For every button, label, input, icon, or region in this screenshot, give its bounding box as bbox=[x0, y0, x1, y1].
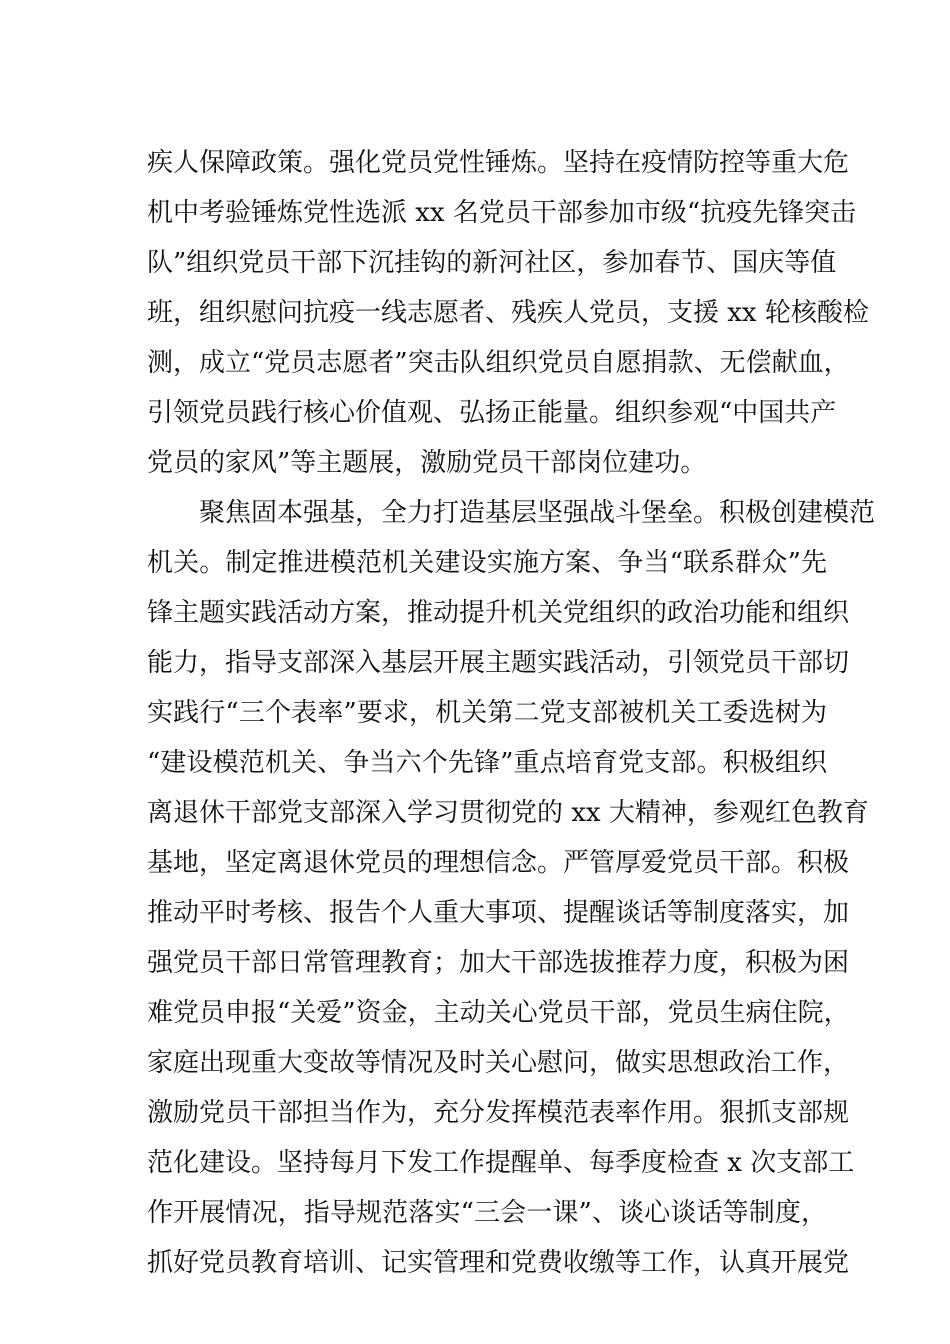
text-line: 党员的家风”等主题展，激励党员干部岗位建功。 bbox=[147, 448, 707, 478]
text-line: 范化建设。坚持每月下发工作提醒单、每季度检查 x 次支部工 bbox=[147, 1148, 855, 1178]
text-line: 基地，坚定离退休党员的理想信念。严管厚爱党员干部。积极 bbox=[147, 848, 850, 878]
paragraph-first-line: 聚焦固本强基，全力打造基层坚强战斗堡垒。积极创建模范 bbox=[199, 498, 876, 528]
text-line: 推动平时考核、报告个人重大事项、提醒谈话等制度落实，加 bbox=[147, 898, 850, 928]
text-line: 家庭出现重大变故等情况及时关心慰问，做实思想政治工作， bbox=[147, 1048, 850, 1078]
text-line: 离退休干部党支部深入学习贯彻党的 xx 大精神，参观红色教育 bbox=[147, 798, 869, 828]
text-line: 机中考验锤炼党性选派 xx 名党员干部参加市级“抗疫先锋突击 bbox=[147, 198, 857, 228]
text-line: 强党员干部日常管理教育；加大干部选拔推荐力度，积极为困 bbox=[147, 948, 850, 978]
text-line: 测，成立“党员志愿者”突击队组织党员自愿捐款、无偿献血， bbox=[147, 348, 850, 378]
text-line: 引领党员践行核心价值观、弘扬正能量。组织参观“中国共产 bbox=[147, 398, 837, 428]
text-line: “建设模范机关、争当六个先锋”重点培育党支部。积极组织 bbox=[147, 748, 827, 778]
text-line: 班，组织慰问抗疫一线志愿者、残疾人党员，支援 xx 轮核酸检 bbox=[147, 298, 869, 328]
text-line: 队”组织党员干部下沉挂钩的新河社区，参加春节、国庆等值 bbox=[147, 248, 837, 278]
text-line: 难党员申报“关爱”资金，主动关心党员干部，党员生病住院， bbox=[147, 998, 850, 1028]
text-line: 机关。制定推进模范机关建设实施方案、争当“联系群众”先 bbox=[147, 548, 827, 578]
text-line: 激励党员干部担当作为，充分发挥模范表率作用。狠抓支部规 bbox=[147, 1098, 850, 1128]
text-line: 抓好党员教育培训、记实管理和党费收缴等工作，认真开展党 bbox=[147, 1248, 850, 1278]
text-line: 锋主题实践活动方案，推动提升机关党组织的政治功能和组织 bbox=[147, 598, 850, 628]
text-line: 疾人保障政策。强化党员党性锤炼。坚持在疫情防控等重大危 bbox=[147, 148, 850, 178]
text-line: 实践行“三个表率”要求，机关第二党支部被机关工委选树为 bbox=[147, 698, 827, 728]
text-line: 能力，指导支部深入基层开展主题实践活动，引领党员干部切 bbox=[147, 648, 850, 678]
text-line: 作开展情况，指导规范落实“三会一课”、谈心谈话等制度， bbox=[147, 1198, 827, 1228]
